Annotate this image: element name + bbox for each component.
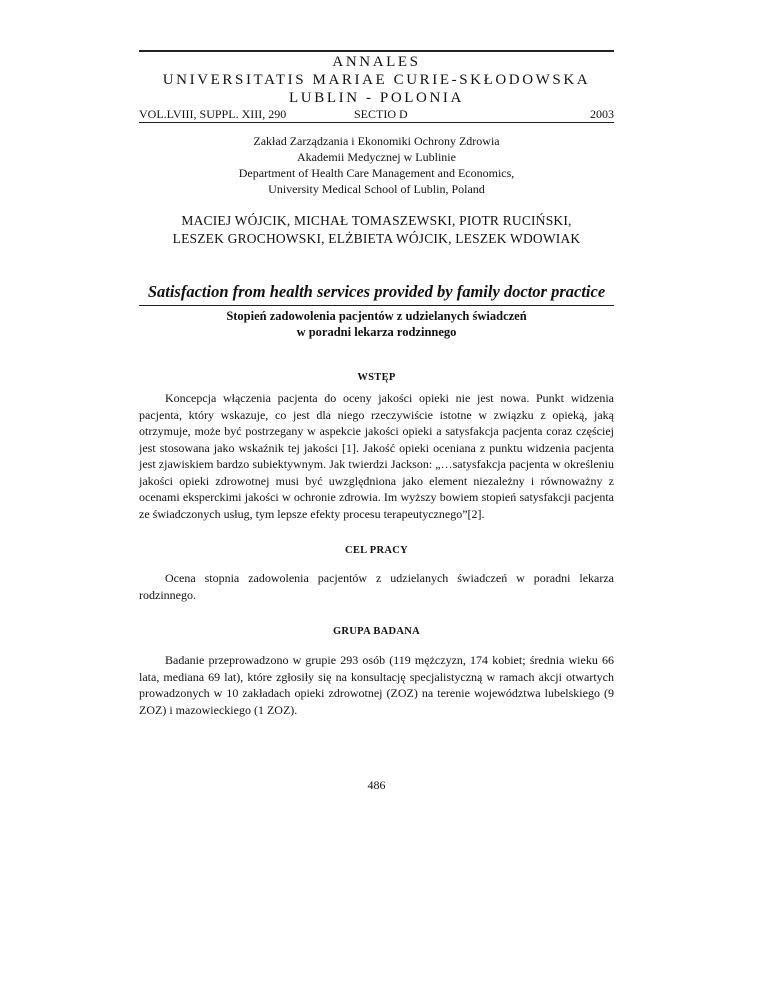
section-heading-wstep: WSTĘP: [357, 372, 396, 383]
meta-rule: [139, 122, 614, 123]
affiliation-line-4: University Medical School of Lublin, Poland: [268, 182, 485, 196]
section-heading-grupa: GRUPA BADANA: [332, 626, 421, 637]
masthead-top-rule: [139, 50, 614, 52]
masthead-line-2: UNIVERSITATIS MARIAE CURIE-SKŁODOWSKA: [162, 72, 591, 88]
affiliation-line-2: Akademii Medycznej w Lublinie: [297, 150, 456, 164]
section-text-wstep: Koncepcja włączenia pacjenta do oceny jakości opieki nie jest nowa. Punkt widzenia pacjenta, który wskazuje, co jest dla niego rzeczywiście istotne w związku z opieką, jaką otrzymuje, może być postrzegany w aspekcie jakości opieki a satysfakcja pacjenta coraz częściej jest stosowana jako wskaźnik tej jakości [1]. Jakość opieki oceniana z punktu widzenia pacjenta jest zjawiskiem bardzo subiektywnym. Jak twierdzi Jackson: „…satysfakcja pacjenta w określeniu jakości opieki zdrowotnej musi być uwzględniona jako element niezależny i równoważny z ocenami eksperckimi jakości w ochronie zdrowia. Im wyższy bowiem stopień satysfakcji pacjenta ze świadczonych usług, tym lepsze efekty procesu terapeutycznego”[2].: [139, 391, 614, 521]
section-text-grupa: Badanie przeprowadzono w grupie 293 osób (119 mężczyzn, 174 kobiet; średnia wieku 66 lata, mediana 69 lat), które zgłosiły się na konsultację specjalistyczną w ramach akcji otwartych prowadzonych w 10 zakładach opieki zdrowotnej (ZOZ) na terenie województwa lubelskiego (9 ZOZ) i mazowieckiego (1 ZOZ).: [139, 653, 614, 717]
sectio-info: SECTIO D: [354, 107, 408, 121]
title-polish-line-1: Stopień zadowolenia pacjentów z udzielanych świadczeń: [226, 309, 527, 323]
masthead-line-3: LUBLIN - POLONIA: [289, 90, 464, 106]
masthead-line-1: ANNALES: [332, 54, 421, 70]
title-polish-line-2: w poradni lekarza rodzinnego: [296, 325, 457, 339]
title-english: Satisfaction from health services provided by family doctor practice: [147, 282, 606, 301]
section-heading-cel: CEL PRACY: [344, 545, 409, 556]
affiliation: [139, 133, 614, 197]
authors-line-2: LESZEK GROCHOWSKI, ELŻBIETA WÓJCIK, LESZEK WDOWIAK: [172, 231, 581, 246]
affiliation-line-1: Zakład Zarządzania i Ekonomiki Ochrony Zdrowia: [253, 134, 500, 148]
journal-masthead: [139, 53, 614, 107]
section-text-cel: Ocena stopnia zadowolenia pacjentów z udzielanych świadczeń w poradni lekarza rodzinnego.: [139, 571, 614, 602]
title-rule: [139, 305, 614, 306]
title-polish: [139, 308, 614, 340]
year-info: 2003: [590, 107, 614, 121]
authors-line-1: MACIEJ WÓJCIK, MICHAŁ TOMASZEWSKI, PIOTR RUCIŃSKI,: [181, 213, 572, 228]
authors: [139, 212, 614, 248]
affiliation-line-3: Department of Health Care Management and Economics,: [238, 166, 515, 180]
page-number: 486: [367, 778, 386, 792]
volume-info: VOL.LVIII, SUPPL. XIII, 290: [139, 107, 287, 121]
